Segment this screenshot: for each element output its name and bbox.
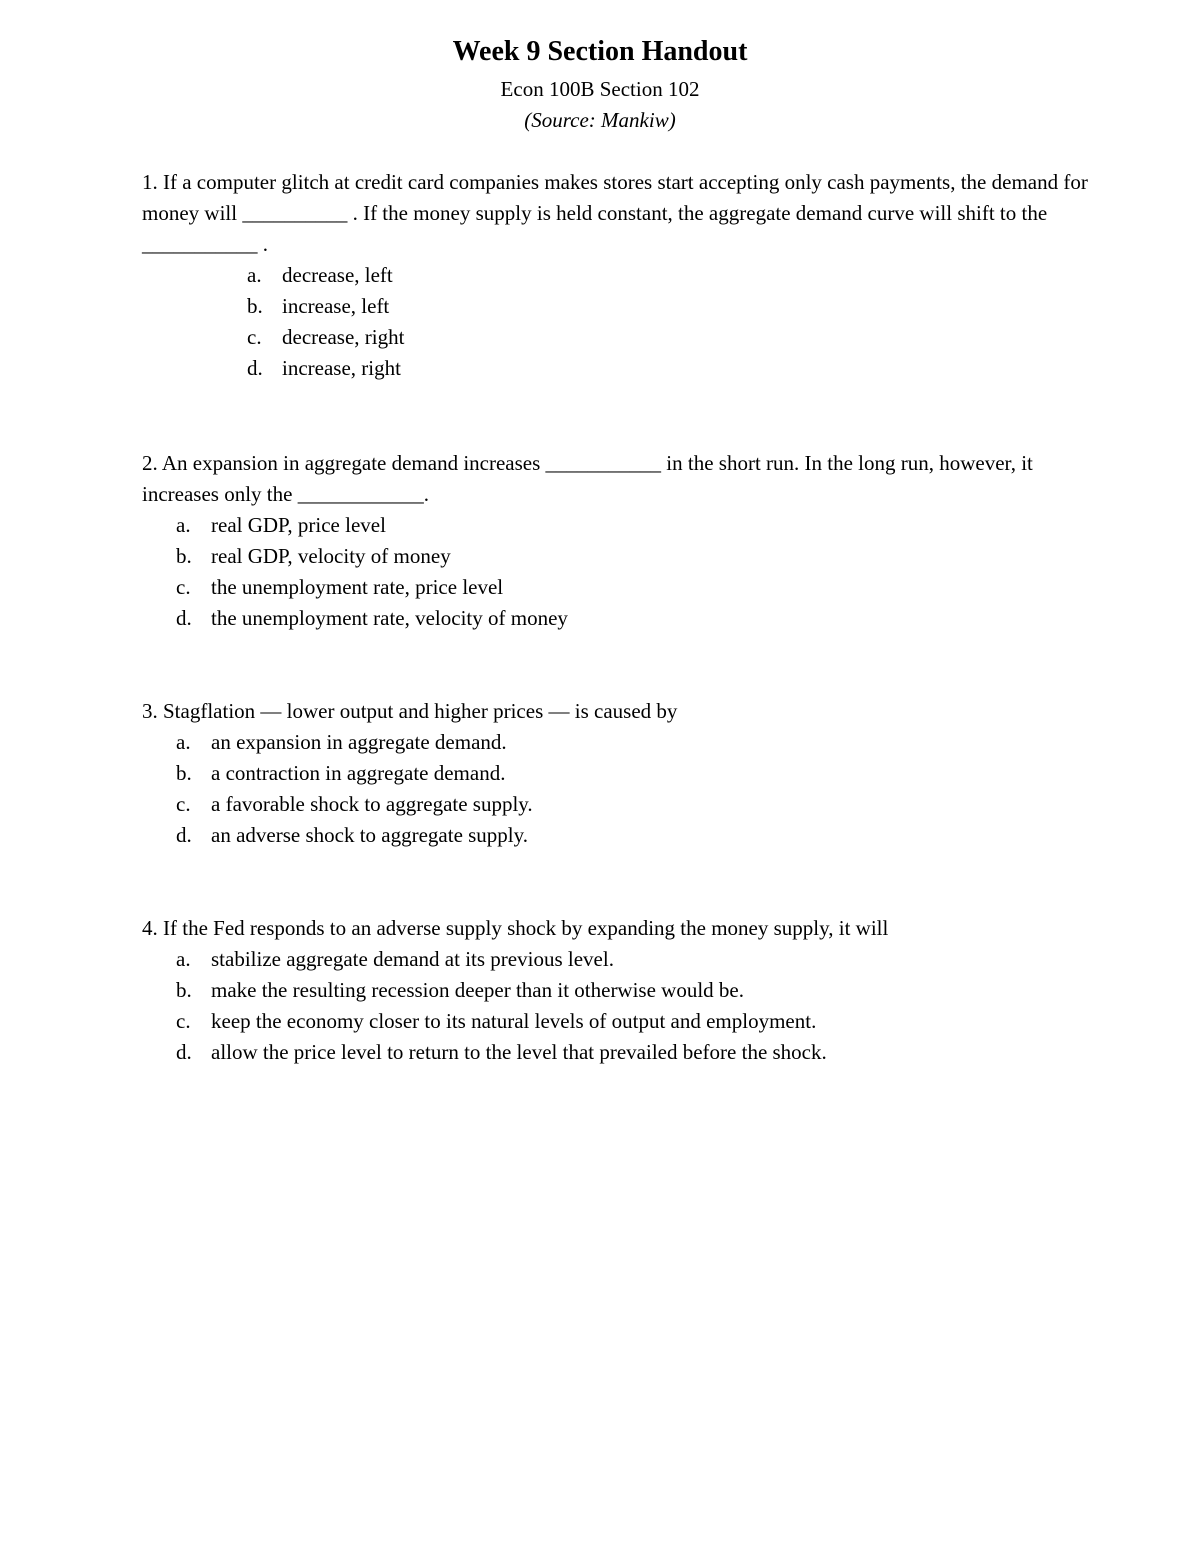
option-letter: a.: [247, 263, 262, 287]
option-letter: d.: [176, 1040, 192, 1064]
option-letter: b.: [176, 978, 192, 1002]
option-letter: c.: [176, 575, 191, 599]
option-letter: b.: [176, 544, 192, 568]
option-text: allow the price level to return to the level that prevailed before the shock.: [211, 1040, 827, 1064]
option-item: [247, 291, 1092, 322]
question-4-text: 4. If the Fed responds to an adverse supply shock by expanding the money supply, it will: [142, 916, 889, 940]
option-letter: d.: [247, 356, 263, 380]
option-letter: b.: [247, 294, 263, 318]
option-text: decrease, right: [282, 325, 405, 349]
option-text: increase, left: [282, 294, 390, 318]
course-subtitle: Econ 100B Section 102: [500, 77, 700, 101]
option-letter: c.: [176, 792, 191, 816]
option-item: [176, 603, 1092, 634]
option-letter: d.: [176, 823, 192, 847]
option-item: [176, 727, 1092, 758]
question-3: [142, 696, 1092, 851]
option-text: real GDP, price level: [211, 513, 386, 537]
option-text: keep the economy closer to its natural levels of output and employment.: [211, 1009, 817, 1033]
source-note: (Source: Mankiw): [524, 108, 676, 132]
page-title: Week 9 Section Handout: [452, 36, 748, 67]
option-letter: c.: [247, 325, 262, 349]
option-item: [247, 260, 1092, 291]
option-letter: a.: [176, 730, 191, 754]
option-text: a favorable shock to aggregate supply.: [211, 792, 533, 816]
question-1: [142, 167, 1092, 384]
option-text: the unemployment rate, velocity of money: [211, 606, 568, 630]
option-text: stabilize aggregate demand at its previous level.: [211, 947, 614, 971]
question-2-text: 2. An expansion in aggregate demand increases ___________ in the short run. In the long run, however, it increases only the ____________.: [142, 451, 1033, 506]
option-text: an adverse shock to aggregate supply.: [211, 823, 529, 847]
option-item: [176, 572, 1092, 603]
option-item: [176, 541, 1092, 572]
option-item: [176, 1037, 1092, 1068]
option-item: [176, 944, 1092, 975]
option-letter: d.: [176, 606, 192, 630]
option-item: [176, 758, 1092, 789]
option-item: [176, 789, 1092, 820]
option-text: an expansion in aggregate demand.: [211, 730, 507, 754]
option-item: [247, 353, 1092, 384]
option-text: increase, right: [282, 356, 401, 380]
option-text: real GDP, velocity of money: [211, 544, 451, 568]
option-item: [176, 820, 1092, 851]
option-item: [176, 975, 1092, 1006]
option-letter: c.: [176, 1009, 191, 1033]
option-letter: b.: [176, 761, 192, 785]
option-item: [176, 510, 1092, 541]
question-2-options: [176, 510, 1092, 634]
option-text: a contraction in aggregate demand.: [211, 761, 506, 785]
option-letter: a.: [176, 947, 191, 971]
question-1-options: [247, 260, 1092, 384]
document-header: [0, 34, 1200, 136]
question-3-text: 3. Stagflation — lower output and higher prices — is caused by: [142, 699, 678, 723]
option-text: the unemployment rate, price level: [211, 575, 504, 599]
option-letter: a.: [176, 513, 191, 537]
question-1-text: 1. If a computer glitch at credit card companies makes stores start accepting only cash payments, the demand for money will __________ . If the money supply is held constant, the aggregate demand curve will shift to the ___________ .: [142, 170, 1088, 256]
question-4: [142, 913, 1092, 1068]
question-2: [142, 448, 1092, 634]
question-3-options: [176, 727, 1092, 851]
option-item: [176, 1006, 1092, 1037]
option-text: decrease, left: [282, 263, 393, 287]
option-item: [247, 322, 1092, 353]
question-4-options: [176, 944, 1092, 1068]
option-text: make the resulting recession deeper than it otherwise would be.: [211, 978, 744, 1002]
